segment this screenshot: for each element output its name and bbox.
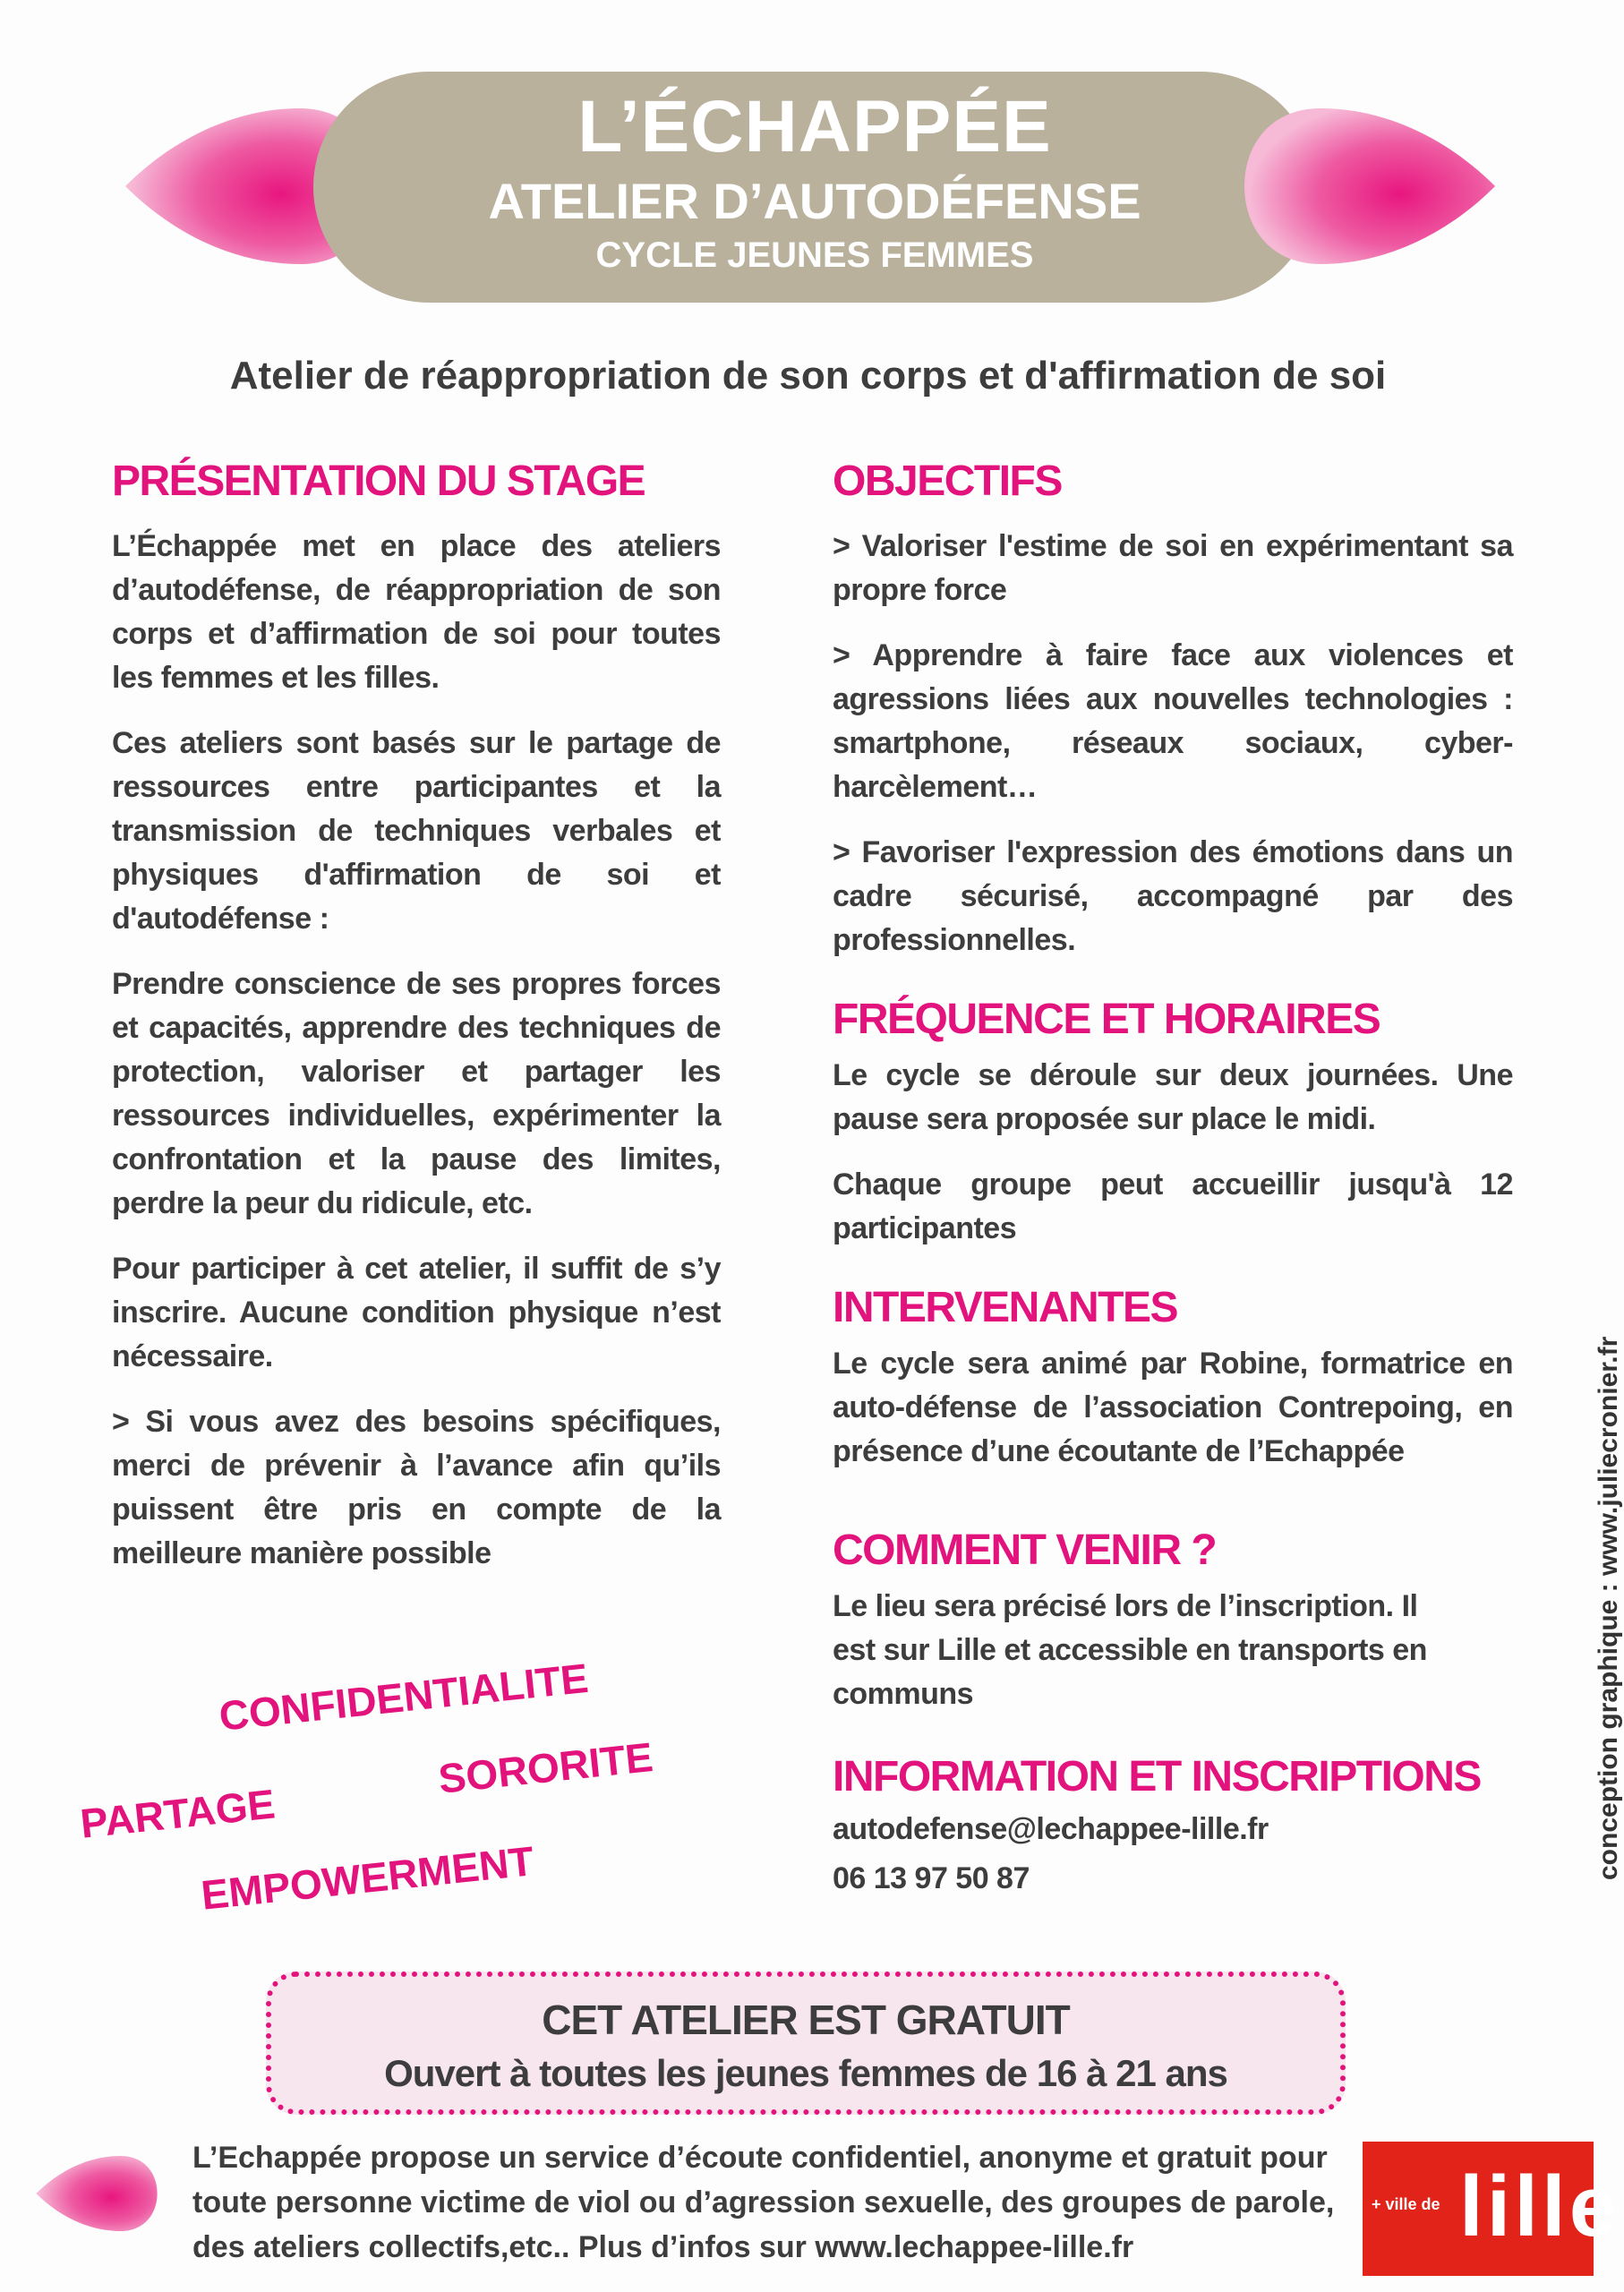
presentation-paragraph: L’Échappée met en place des ateliers d’autodéfense, de réappropriation de son corps et d’affirmation de soi pour toutes les femmes et les filles.	[112, 529, 721, 695]
contact-email[interactable]: autodefense@lechappee-lille.fr	[833, 1812, 1269, 1846]
comment-venir-text: Le lieu sera précisé lors de l’inscription. Il est sur Lille et accessible en transports en communs	[833, 1589, 1427, 1711]
logo-prefix: + ville de	[1372, 2195, 1440, 2213]
free-headline: CET ATELIER EST GRATUIT	[542, 1997, 1070, 2043]
contact-phone[interactable]: 06 13 97 50 87	[833, 1861, 1030, 1895]
presentation-paragraph: Pour participer à cet atelier, il suffit de s’y inscrire. Aucune condition physique n’est nécessaire.	[112, 1252, 721, 1373]
frequence-item: Le cycle se déroule sur deux journées. Une pause sera proposée sur place le midi.	[833, 1058, 1513, 1136]
keyword-confidentialite: CONFIDENTIALITE	[217, 1654, 591, 1740]
logo-wordmark: lille	[1459, 2159, 1621, 2254]
objectif-item: > Apprendre à faire face aux violences et agressions liées aux nouvelles technologies : smartphone, réseaux sociaux, cyber-harcèlement…	[833, 638, 1513, 804]
presentation-paragraph: Ces ateliers sont basés sur le partage de ressources entre participantes et la transmission de techniques verbales et physiques d'affirmation de soi et d'autodéfense :	[112, 726, 721, 936]
design-credit: conception graphique : www.juliecronier.fr	[1594, 1336, 1623, 1880]
title-banner	[313, 72, 1316, 303]
tagline: Atelier de réappropriation de son corps et d'affirmation de soi	[229, 354, 1387, 398]
pink-drop-right-icon	[1240, 101, 1500, 271]
page-title: L’ÉCHAPPÉE	[577, 86, 1052, 167]
pink-drop-footer-icon	[34, 2149, 159, 2238]
information-section	[833, 1752, 1513, 1901]
comment-venir-heading: COMMENT VENIR ?	[833, 1527, 1217, 1574]
ville-de-lille-logo	[1363, 2142, 1621, 2276]
page-subtitle-workshop: ATELIER D’AUTODÉFENSE	[488, 173, 1141, 229]
presentation-section	[112, 457, 721, 1597]
presentation-heading: PRÉSENTATION DU STAGE	[112, 458, 645, 505]
footer-description: L’Echappée propose un service d’écoute confidentiel, anonyme et gratuit pour toute personne victime de viol ou d’agression sexuelle, des groupes de parole, des ateliers collectifs,etc.. Plus d’infos sur www.lechappee-lille.fr	[192, 2141, 1335, 2264]
objectifs-heading: OBJECTIFS	[833, 458, 1062, 505]
objectif-item: > Favoriser l'expression des émotions dans un cadre sécurisé, accompagné par des professionnelles.	[833, 835, 1513, 957]
frequence-heading: FRÉQUENCE ET HORAIRES	[833, 996, 1380, 1043]
frequence-item: Chaque groupe peut accueillir jusqu'à 12 participantes	[833, 1167, 1513, 1245]
information-heading: INFORMATION ET INSCRIPTIONS	[833, 1753, 1481, 1800]
free-audience: Ouvert à toutes les jeunes femmes de 16 à 21 ans	[384, 2052, 1227, 2094]
keywords-cluster	[54, 1656, 698, 1925]
intervenantes-heading: INTERVENANTES	[833, 1284, 1178, 1331]
page-subtitle-cycle: CYCLE JEUNES FEMMES	[595, 235, 1034, 275]
right-column	[833, 457, 1513, 1906]
free-workshop-box	[266, 1971, 1346, 2115]
keyword-empowerment: EMPOWERMENT	[199, 1837, 536, 1919]
keyword-sororite: SORORITE	[436, 1733, 655, 1802]
presentation-paragraph: > Si vous avez des besoins spécifiques, merci de prévenir à l’avance afin qu’ils puissent être pris en compte de la meilleure manière possible	[112, 1405, 721, 1570]
presentation-paragraph: Prendre conscience de ses propres forces et capacités, apprendre des techniques de protection, valoriser et partager les ressources individuelles, expérimenter la confrontation et la pause des limites, perdre la peur du ridicule, etc.	[112, 967, 721, 1220]
keyword-partage: PARTAGE	[78, 1780, 278, 1847]
objectif-item: > Valoriser l'estime de soi en expérimentant sa propre force	[833, 529, 1513, 607]
intervenantes-text: Le cycle sera animé par Robine, formatrice en auto-défense de l’association Contrepoing, en présence d’une écoutante de l’Echappée	[833, 1347, 1513, 1468]
